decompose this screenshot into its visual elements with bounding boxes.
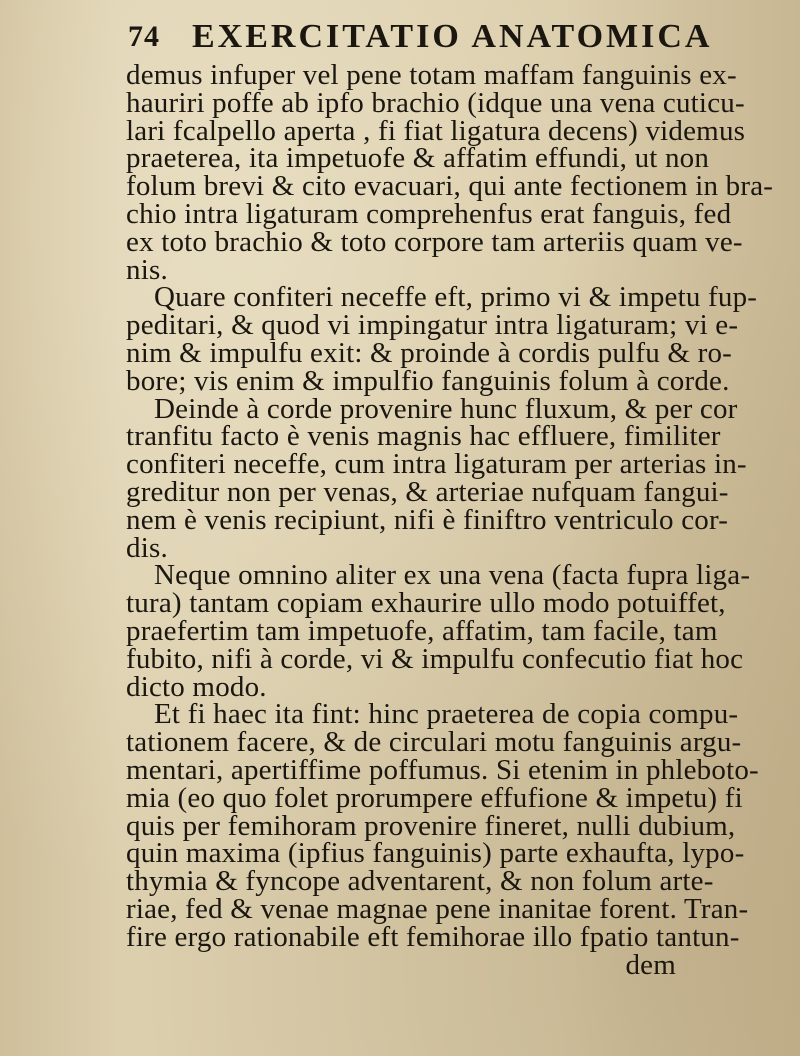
text-line: mentari, apertiffime poffumus. Si etenim in phleboto- — [126, 753, 759, 786]
text-line: chio intra ligaturam comprehenfus erat fanguis, fed — [126, 197, 732, 230]
text-line: folum brevi & cito evacuari, qui ante fectionem in bra- — [126, 170, 774, 203]
text-line: hauriri poffe ab ipfo brachio (idque una vena cuticu- — [126, 86, 745, 119]
text-line: praefertim tam impetuofe, affatim, tam facile, tam — [126, 614, 718, 647]
body-text — [126, 59, 774, 981]
text-line: nem è venis recipiunt, nifi è finiftro ventriculo cor- — [126, 503, 729, 536]
text-line: praeterea, ita impetuofe & affatim effundi, ut non — [126, 142, 710, 175]
text-line: nis. — [126, 253, 168, 286]
text-line: thymia & fyncope adventarent, & non folum arte- — [126, 865, 714, 898]
page-header — [128, 16, 713, 60]
catchword: dem — [625, 948, 676, 981]
paragraph-start-line: Deinde à corde provenire hunc fluxum, & per cor — [154, 392, 738, 425]
page-number: 74 — [128, 20, 160, 53]
text-line: dis. — [126, 531, 168, 564]
text-line: mia (eo quo folet prorumpere effufione & impetu) fi — [126, 781, 743, 814]
text-line: tranfitu facto è venis magnis hac effluere, fimiliter — [126, 420, 721, 453]
text-line: quin maxima (ipfius fanguinis) parte exhaufta, lypo- — [126, 837, 745, 870]
text-line: nim & impulfu exit: & proinde à cordis pulfu & ro- — [126, 336, 733, 369]
text-line: peditari, & quod vi impingatur intra ligaturam; vi e- — [126, 309, 739, 342]
text-line: fire ergo rationabile eft femihorae illo fpatio tantun- — [126, 920, 740, 953]
text-line: ex toto brachio & toto corpore tam arteriis quam ve- — [126, 225, 743, 258]
text-line: quis per femihoram provenire fineret, nulli dubium, — [126, 809, 736, 842]
text-line: bore; vis enim & impulfio fanguinis folum à corde. — [126, 364, 730, 397]
text-line: tura) tantam copiam exhaurire ullo modo potuiffet, — [126, 587, 726, 620]
text-line: confiteri neceffe, cum intra ligaturam per arterias in- — [126, 448, 747, 481]
paragraph-start-line: Quare confiteri neceffe eft, primo vi & impetu fup- — [154, 281, 758, 314]
text-line: tationem facere, & de circulari motu fanguinis argu- — [126, 726, 742, 759]
paragraph-start-line: Et fi haec ita fint: hinc praeterea de copia compu- — [154, 698, 739, 731]
text-line: riae, fed & venae magnae pene inanitae forent. Tran- — [126, 892, 749, 925]
text-line: dicto modo. — [126, 670, 267, 703]
paragraph-start-line: Neque omnino aliter ex una vena (facta fupra liga- — [154, 559, 751, 592]
running-head: EXERCITATIO ANATOMICA — [192, 18, 713, 55]
text-line: lari fcalpello aperta , fi fiat ligatura decens) videmus — [126, 114, 746, 147]
text-line: fubito, nifi à corde, vi & impulfu confecutio fiat hoc — [126, 642, 744, 675]
text-line: demus infuper vel pene totam maffam fanguinis ex- — [126, 59, 737, 91]
text-line: greditur non per venas, & arteriae nufquam fangui- — [126, 475, 729, 508]
